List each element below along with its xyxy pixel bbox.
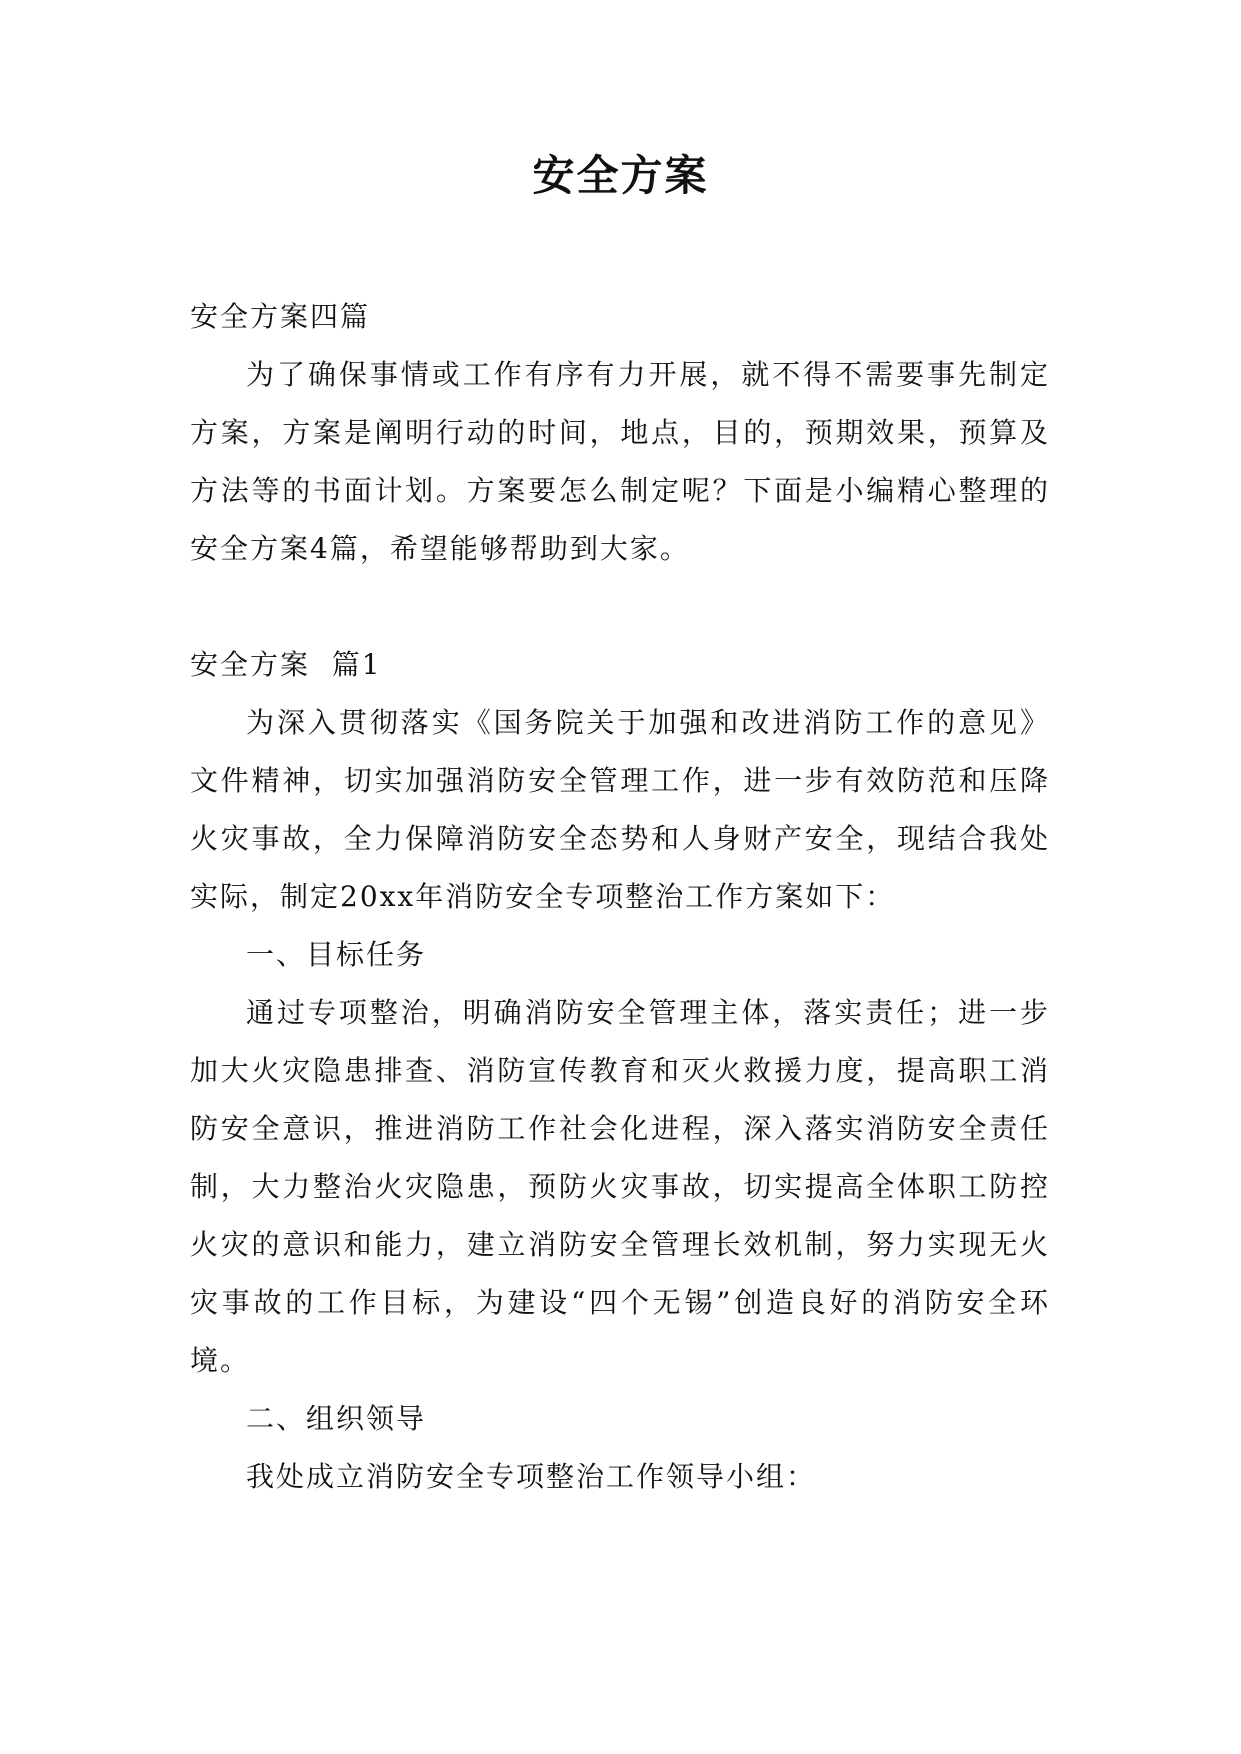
section-spacer <box>190 578 1050 636</box>
leadership-paragraph: 我处成立消防安全专项整治工作领导小组： <box>246 1460 817 1493</box>
section1-heading: 安全方案 篇1 <box>190 648 382 681</box>
subheading-goals: 一、目标任务 <box>246 938 427 971</box>
subheading-leadership: 二、组织领导 <box>246 1402 427 1435</box>
intro-paragraph: 为了确保事情或工作有序有力开展，就不得不需要事先制定方案，方案是阐明行动的时间，地点，目的，预期效果，预算及方法等的书面计划。方案要怎么制定呢？下面是小编精心整理的安全方案4篇，希望能够帮助到大家。 <box>190 358 1050 565</box>
document-body <box>190 288 1050 1506</box>
intro-heading: 安全方案四篇 <box>190 300 371 333</box>
document-title: 安全方案 <box>532 151 709 200</box>
section1-paragraph: 为深入贯彻落实《国务院关于加强和改进消防工作的意见》文件精神，切实加强消防安全管理工作，进一步有效防范和压降火灾事故，全力保障消防安全态势和人身财产安全，现结合我处实际，制定20xx年消防安全专项整治工作方案如下： <box>190 706 1050 913</box>
goals-paragraph: 通过专项整治，明确消防安全管理主体，落实责任；进一步加大火灾隐患排查、消防宣传教育和灭火救援力度，提高职工消防安全意识，推进消防工作社会化进程，深入落实消防安全责任制，大力整治火灾隐患，预防火灾事故，切实提高全体职工防控火灾的意识和能力，建立消防安全管理长效机制，努力实现无火灾事故的工作目标，为建设“四个无锡”创造良好的消防安全环境。 <box>190 996 1050 1377</box>
